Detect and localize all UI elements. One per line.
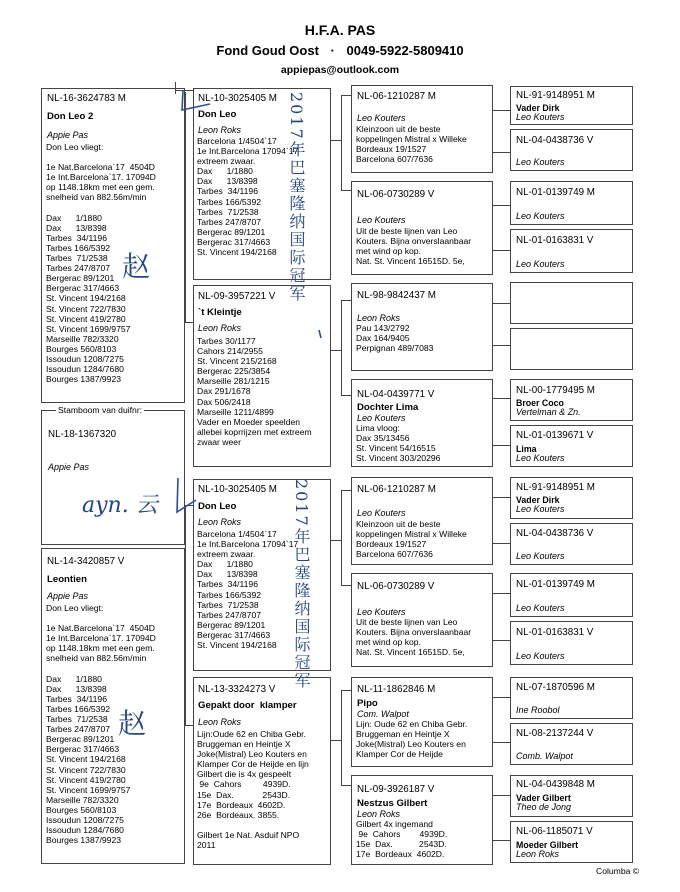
connector-line — [493, 593, 510, 594]
connector-line — [493, 543, 510, 544]
connector-line — [341, 300, 351, 301]
connector-line — [493, 697, 510, 698]
ring-number: NL-00-1779495 M — [516, 385, 595, 396]
breeder-name: Appie Pas — [47, 591, 89, 601]
breeder-name: Theo de Jong — [516, 802, 572, 812]
connector-line — [341, 300, 342, 395]
pigeon-card-gen4 — [510, 821, 633, 863]
pigeon-name: `t Kleintje — [198, 307, 242, 318]
pigeon-name: Nestzus Gilbert — [357, 798, 428, 809]
connector-line — [493, 742, 510, 743]
ring-number: NL-16-3624783 M — [47, 93, 126, 104]
ring-number: NL-01-0163831 V — [516, 235, 594, 246]
connector-line — [185, 725, 193, 726]
breeder-name: Appie Pas — [47, 130, 89, 140]
breeder-name: Leo Kouters — [357, 508, 406, 518]
pigeon-notes: Kleinzoon uit de beste koppelingen Mistral x Willeke Bordeaux 19/1527 Barcelona 607/7636 — [356, 124, 467, 165]
pigeon-name: Vader Dirk — [516, 495, 560, 505]
ring-number: NL-91-9148951 M — [516, 90, 595, 101]
breeder-name: Leo Kouters — [516, 603, 565, 613]
ring-number: NL-04-0438736 V — [516, 528, 594, 539]
connector-line — [493, 640, 510, 641]
ring-number: NL-01-0163831 V — [516, 627, 594, 638]
ring-number: NL-11-1862846 M — [357, 684, 436, 695]
breeder-name: Comb. Walpot — [516, 751, 573, 761]
connector-line — [493, 445, 510, 446]
breeder-name: Leo Kouters — [516, 504, 565, 514]
breeder-name: Leo Kouters — [516, 211, 565, 221]
pigeon-card-gen4-empty — [510, 328, 633, 370]
connector-line — [341, 490, 351, 491]
connector-line — [493, 345, 510, 346]
phone-number: 0049-5922-5809410 — [346, 43, 464, 58]
page-title: H.F.A. PAS — [304, 22, 376, 38]
connector-line — [341, 785, 351, 786]
pigeon-card-gen4 — [510, 229, 633, 273]
pigeon-name: Broer Coco — [516, 398, 564, 408]
pigeon-card-gen4 — [510, 523, 633, 565]
handwritten-scrawl: ayn. 云 — [82, 493, 158, 518]
breeder-name: Leon Roks — [198, 125, 242, 135]
handwritten-note: 2017年巴塞隆纳国际冠军 — [287, 92, 306, 303]
pigeon-card-gen4 — [510, 86, 633, 125]
pigeon-card-gen3 — [351, 775, 493, 865]
pigeon-card-gen3 — [351, 477, 493, 565]
breeder-name: Leo Kouters — [516, 157, 565, 167]
connector-line — [341, 95, 342, 190]
pigeon-notes: Lijn:Oude 62 en Chiba Gebr. Bruggeman en Heintje X Joke(Mistral) Leo Kouters en Klamper Cor de Heijde en lijn Gilbert die is 4x gespeelt 9e Cahors 4939D. 15e Dax. 2543D. 17e Bordeaux 4602D. 26e Bordeaux. 3855. Gilbert 1e Nat. Asduif NPO 2011 — [197, 729, 309, 851]
connector-line — [493, 795, 510, 796]
footer-credit: Columba © — [596, 866, 640, 876]
separator-dot: · — [330, 43, 335, 58]
pigeon-notes: Barcelona 1/4504`17 1e Int.Barcelona 17094`17 extreem zwaar. Dax 1/1880 Dax 13/8398 Tarbes 34/1196 Tarbes 166/5392 Tarbes 71/2538 Tarbes 247/8707 Bergerac 89/1201 Bergerac 317/4663 St. Vincent 194/2168 — [197, 136, 299, 258]
pigeon-card-dam — [41, 548, 185, 864]
stamboom-label: Stamboom van duifnr: — [58, 405, 143, 415]
breeder-name: Leon Roks — [198, 323, 242, 333]
breeder-name: Ine Roobol — [516, 705, 560, 715]
pigeon-card-gen4 — [510, 677, 633, 719]
connector-line — [493, 152, 510, 153]
handwritten-char: 赵 — [118, 707, 147, 740]
ring-number: NL-06-0730289 V — [357, 581, 435, 592]
breeder-name: Leon Roks — [516, 849, 560, 859]
pigeon-card-gen4 — [510, 775, 633, 817]
ring-number: NL-04-0439771 V — [357, 389, 435, 400]
pigeon-notes: Uit de beste lijnen van Leo Kouters. Bijna onverslaanbaar met wind op kop. Nat. St. Vincent 16515D. 5e, — [356, 226, 472, 267]
breeder-name: Leon Roks — [357, 809, 401, 819]
breeder-name: Leo Kouters — [357, 215, 406, 225]
breeder-name: Com. Walpot — [357, 709, 409, 719]
pigeon-name: Don Leo — [198, 501, 237, 512]
pigeon-name: Dochter Lima — [357, 402, 419, 413]
connector-line — [331, 540, 341, 541]
breeder-name: Leo Kouters — [516, 112, 565, 122]
connector-line — [341, 95, 351, 96]
handwritten-char: 赵 — [122, 250, 151, 283]
ring-number: NL-13-3324273 V — [198, 684, 276, 695]
pigeon-card-gen4 — [510, 379, 633, 421]
pigeon-card-main — [41, 88, 185, 403]
ring-number: NL-01-0139749 M — [516, 187, 595, 198]
connector-line — [493, 497, 510, 498]
ring-number: NL-07-1870596 M — [516, 682, 595, 693]
pigeon-notes: Lima vloog: Dax 35/13456 St. Vincent 54/16515 St. Vincent 303/20296 — [356, 423, 441, 464]
ring-number: NL-04-0439848 M — [516, 779, 595, 790]
connector-line — [341, 585, 351, 586]
breeder-name: Leo Kouters — [516, 259, 565, 269]
ring-number: NL-06-1210287 M — [357, 91, 436, 102]
connector-line — [493, 205, 510, 206]
pigeon-name: Pipo — [357, 698, 378, 709]
breeder-name: Appie Pas — [48, 462, 90, 472]
pigeon-name: Don Leo 2 — [47, 111, 94, 122]
connector-line — [493, 110, 510, 111]
breeder-name: Leo Kouters — [516, 453, 565, 463]
pigeon-card-gen4-empty — [510, 282, 633, 324]
ring-number: NL-06-1185071 V — [516, 826, 593, 837]
connector-line — [493, 250, 510, 251]
pigeon-notes: Tarbes 30/1177 Cahors 214/2955 St. Vincent 215/2168 Bergerac 225/3854 Marseille 281/1215 Dax 291/1678 Dax 506/2418 Marseille 1211/4899 Vader en Moeder speelden allebei koprrijzen met extreem zwaar weer — [197, 336, 312, 447]
loft-name: Fond Goud Oost — [216, 43, 319, 58]
connector-line — [331, 740, 341, 741]
breeder-name: Leo Kouters — [516, 651, 565, 661]
connector-line — [341, 690, 351, 691]
pigeon-name: Don Leo — [198, 109, 237, 120]
breeder-name: Leo Kouters — [357, 607, 406, 617]
pigeon-name: Gepakt door klamper — [198, 700, 297, 711]
ring-number: NL-04-0438736 V — [516, 135, 594, 146]
breeder-name: Leon Roks — [198, 717, 242, 727]
ring-number: NL-01-0139749 M — [516, 579, 595, 590]
connector-line — [341, 490, 342, 585]
pigeon-card-gen3 — [351, 283, 493, 371]
ring-number: NL-10-3025405 M — [198, 93, 277, 104]
pigeon-card-gen4 — [510, 425, 633, 467]
pigeon-card-gen3 — [351, 677, 493, 767]
pigeon-card-dam-of-sire — [193, 285, 331, 467]
pigeon-name: Vader Gilbert — [516, 793, 571, 803]
pigeon-notes: Barcelona 1/4504`17 1e Int.Barcelona 17094`17 extreem zwaar. Dax 1/1880 Dax 13/8398 Tarbes 34/1196 Tarbes 166/5392 Tarbes 71/2538 Tarbes 247/8707 Bergerac 89/1201 Bergerac 317/4663 St. Vincent 194/2168 — [197, 529, 299, 651]
pigeon-notes: Uit de beste lijnen van Leo Kouters. Bijna onverslaanbaar met wind op kop. Nat. St. Vincent 16515D. 5e, — [356, 617, 472, 658]
ring-number: NL-09-3926187 V — [357, 784, 435, 795]
connector-line — [175, 90, 193, 91]
connector-line — [185, 92, 186, 322]
pigeon-card-gen3 — [351, 85, 493, 173]
ring-number: NL-09-3957221 V — [198, 291, 276, 302]
connector-line — [493, 398, 510, 399]
pigeon-name: Moeder Gilbert — [516, 840, 579, 850]
ring-number: NL-14-3420857 V — [47, 556, 125, 567]
pigeon-card-gen4 — [510, 181, 633, 225]
connector-line — [493, 840, 510, 841]
connector-line — [175, 82, 176, 94]
pigeon-notes: Gilbert 4x ingemand 9e Cahors 4939D. 15e Dax. 2543D. 17e Bordeaux 4602D. — [356, 819, 448, 860]
page-subtitle — [0, 43, 680, 58]
pigeon-card-gen4 — [510, 129, 633, 171]
connector-line — [493, 303, 510, 304]
pigeon-card-gen4 — [510, 723, 633, 765]
connector-line — [331, 140, 341, 141]
connector-line — [341, 395, 351, 396]
pigeon-card-gen3 — [351, 379, 493, 467]
pigeon-notes: Don Leo vliegt: 1e Nat.Barcelona`17 4504D 1e Int.Barcelona`17. 17094D op 1148.18km met een gem. snelheid van 882.56m/min Dax 1/1880 Dax 13/8398 Tarbes 34/1196 Tarbes 166/5392 Tarbes 71/2538 Tarbes 247/8707 Bergerac 89/1201 Bergerac 317/4663 St. Vincent 194/2168 St. Vincent 722/7830 St. Vincent 419/2780 St. Vincent 1699/9757 Marseille 782/3320 Bourges 560/8103 Issoudun 1208/7275 Issoudun 1284/7680 Bourges 1387/9923 — [46, 142, 156, 385]
ring-number: NL-06-0730289 V — [357, 189, 435, 200]
pigeon-card-gen4 — [510, 573, 633, 617]
ring-number: NL-98-9842437 M — [357, 290, 436, 301]
pigeon-name: Vader Dirk — [516, 103, 560, 113]
connector-line — [185, 322, 193, 323]
connector-line — [185, 505, 186, 725]
pigeon-card-sire — [193, 88, 331, 280]
pigeon-card-gen4 — [510, 477, 633, 519]
breeder-name: Leon Roks — [198, 517, 242, 527]
ring-number: NL-10-3025405 M — [198, 484, 277, 495]
breeder-name: Leon Roks — [357, 313, 401, 323]
email-address: appiepas@outlook.com — [280, 64, 400, 76]
handwritten-note: 2017年巴塞隆纳国际冠军 — [292, 479, 311, 690]
ring-number: NL-91-9148951 M — [516, 482, 595, 493]
pigeon-name: Lima — [516, 444, 537, 454]
pigeon-notes: Lijn: Oude 62 en Chiba Gebr. Bruggeman en Heintje X Joke(Mistral) Leo Kouters en Klamper Cor de Heijde — [356, 719, 468, 760]
breeder-name: Leo Kouters — [357, 413, 406, 423]
ring-number: NL-06-1210287 M — [357, 484, 436, 495]
breeder-name: Leo Kouters — [357, 113, 406, 123]
pigeon-card-gen3 — [351, 573, 493, 667]
pigeon-card-subject — [41, 410, 185, 545]
breeder-name: Leo Kouters — [516, 551, 565, 561]
pigeon-notes: Don Leo vliegt: 1e Nat.Barcelona`17 4504D 1e Int.Barcelona`17. 17094D op 1148.18km met een gem. snelheid van 882.56m/min Dax 1/1880 Dax 13/8398 Tarbes 34/1196 Tarbes 166/5392 Tarbes 71/2538 Tarbes 247/8707 Bergerac 89/1201 Bergerac 317/4663 St. Vincent 194/2168 St. Vincent 722/7830 St. Vincent 419/2780 St. Vincent 1699/9757 Marseille 782/3320 Bourges 560/8103 Issoudun 1208/7275 Issoudun 1284/7680 Bourges 1387/9923 — [46, 603, 156, 846]
connector-line — [185, 505, 193, 506]
ring-number: NL-18-1367320 — [48, 429, 117, 440]
connector-line — [341, 190, 351, 191]
connector-line — [331, 350, 341, 351]
breeder-name: Vertelman & Zn. — [516, 407, 581, 417]
connector-line — [341, 690, 342, 785]
pigeon-name: Leontien — [47, 574, 87, 585]
pigeon-card-gen3 — [351, 181, 493, 275]
ring-number: NL-01-0139671 V — [516, 430, 594, 441]
pigeon-notes: Kleinzoon uit de beste koppelingen Mistral x Willeke Bordeaux 19/1527 Barcelona 607/7636 — [356, 519, 467, 560]
pigeon-card-dam-of-dam — [193, 677, 331, 865]
ring-number: NL-08-2137244 V — [516, 728, 594, 739]
pigeon-card-gen4 — [510, 621, 633, 665]
pigeon-notes: Pau 143/2792 Dax 164/9405 Perpignan 489/7083 — [356, 323, 434, 354]
